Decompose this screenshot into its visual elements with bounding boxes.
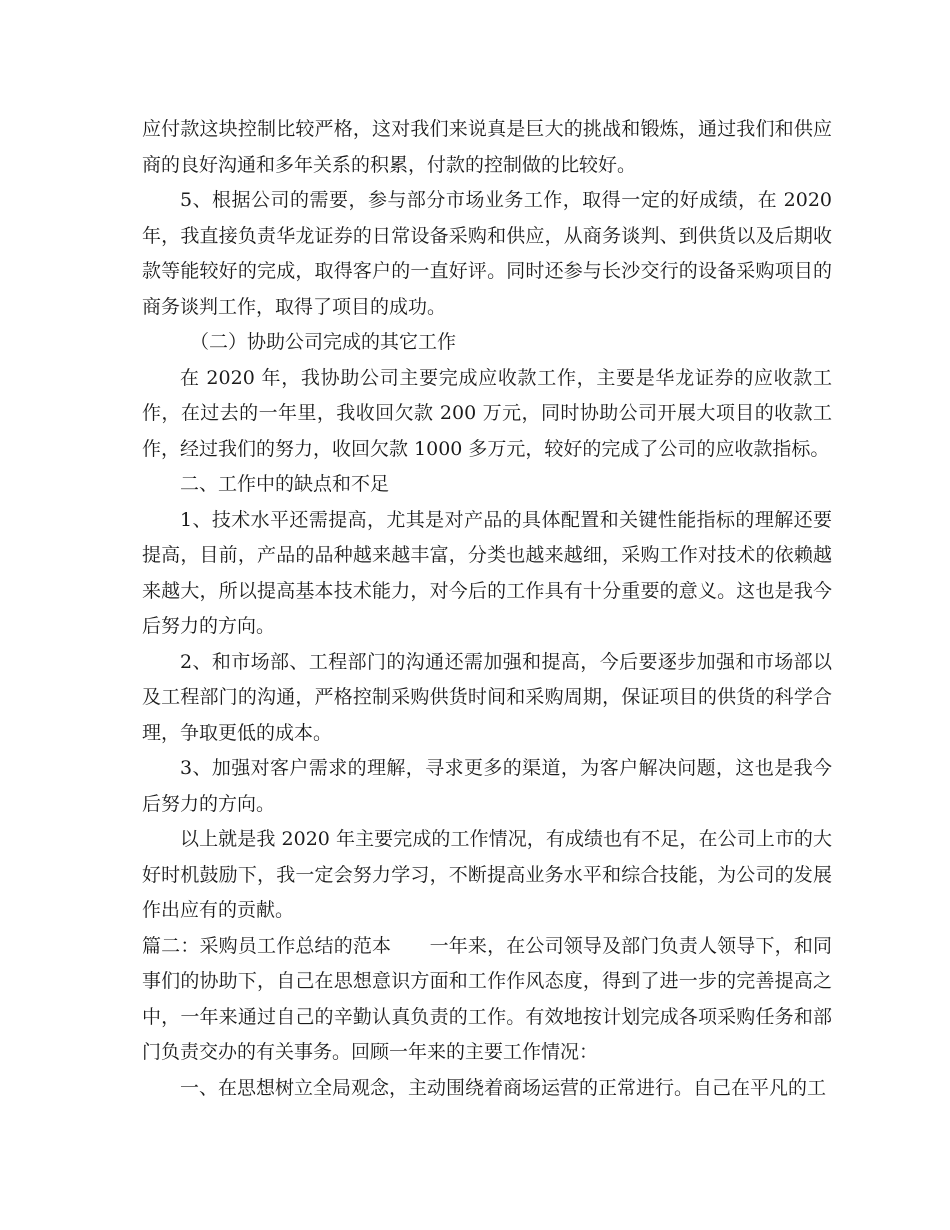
paragraph: 1、技术水平还需提高，尤其是对产品的具体配置和关键性能指标的理解还要提高，目前，产品的品种越来越丰富，分类也越来越细，采购工作对技术的依赖越来越大，所以提高基本技术能力，对今后的工作具有十分重要的意义。这也是我今后努力的方向。	[142, 508, 832, 637]
paragraph: 5、根据公司的需要，参与部分市场业务工作，取得一定的好成绩，在 2020 年，我直接负责华龙证券的日常设备采购和供应，从商务谈判、到供货以及后期收款等能较好的完成，取得客户的一直好评。同时还参与长沙交行的设备采购项目的商务谈判工作，取得了项目的成功。	[142, 189, 832, 318]
section-heading: 二、工作中的缺点和不足	[180, 473, 390, 495]
document-body	[142, 112, 832, 1106]
paragraph: 以上就是我 2020 年主要完成的工作情况，有成绩也有不足，在公司上市的大好时机鼓励下，我一定会努力学习，不断提高业务水平和综合技能，为公司的发展作出应有的贡献。	[142, 828, 832, 921]
paragraph: 3、加强对客户需求的理解，寻求更多的渠道，为客户解决问题，这也是我今后努力的方向。	[142, 757, 832, 815]
paragraph: 2、和市场部、工程部门的沟通还需加强和提高，今后要逐步加强和市场部以及工程部门的沟通，严格控制采购供货时间和采购周期，保证项目的供货的科学合理，争取更低的成本。	[142, 650, 832, 744]
paragraph: 一、在思想树立全局观念，主动围绕着商场运营的正常进行。自己在平凡的工	[180, 1076, 827, 1099]
paragraph: 应付款这块控制比较严格，这对我们来说真是巨大的挑战和锻炼，通过我们和供应商的良好沟通和多年关系的积累，付款的控制做的比较好。	[142, 118, 832, 176]
section-subheading: （二）协助公司完成的其它工作	[190, 331, 457, 353]
article-heading-paragraph: 篇二：采购员工作总结的范本 一年来，在公司领导及部门负责人领导下，和同事们的协助下，自己在思想意识方面和工作作风态度，得到了进一步的完善提高之中，一年来通过自己的辛勤认真负责的工作。有效地按计划完成各项采购任务和部门负责交办的有关事务。回顾一年来的主要工作情况：	[142, 934, 832, 1063]
paragraph: 在 2020 年，我协助公司主要完成应收款工作，主要是华龙证券的应收款工作，在过去的一年里，我收回欠款 200 万元，同时协助公司开展大项目的收款工作，经过我们的努力，收回欠款 1000 多万元，较好的完成了公司的应收款指标。	[142, 366, 832, 460]
